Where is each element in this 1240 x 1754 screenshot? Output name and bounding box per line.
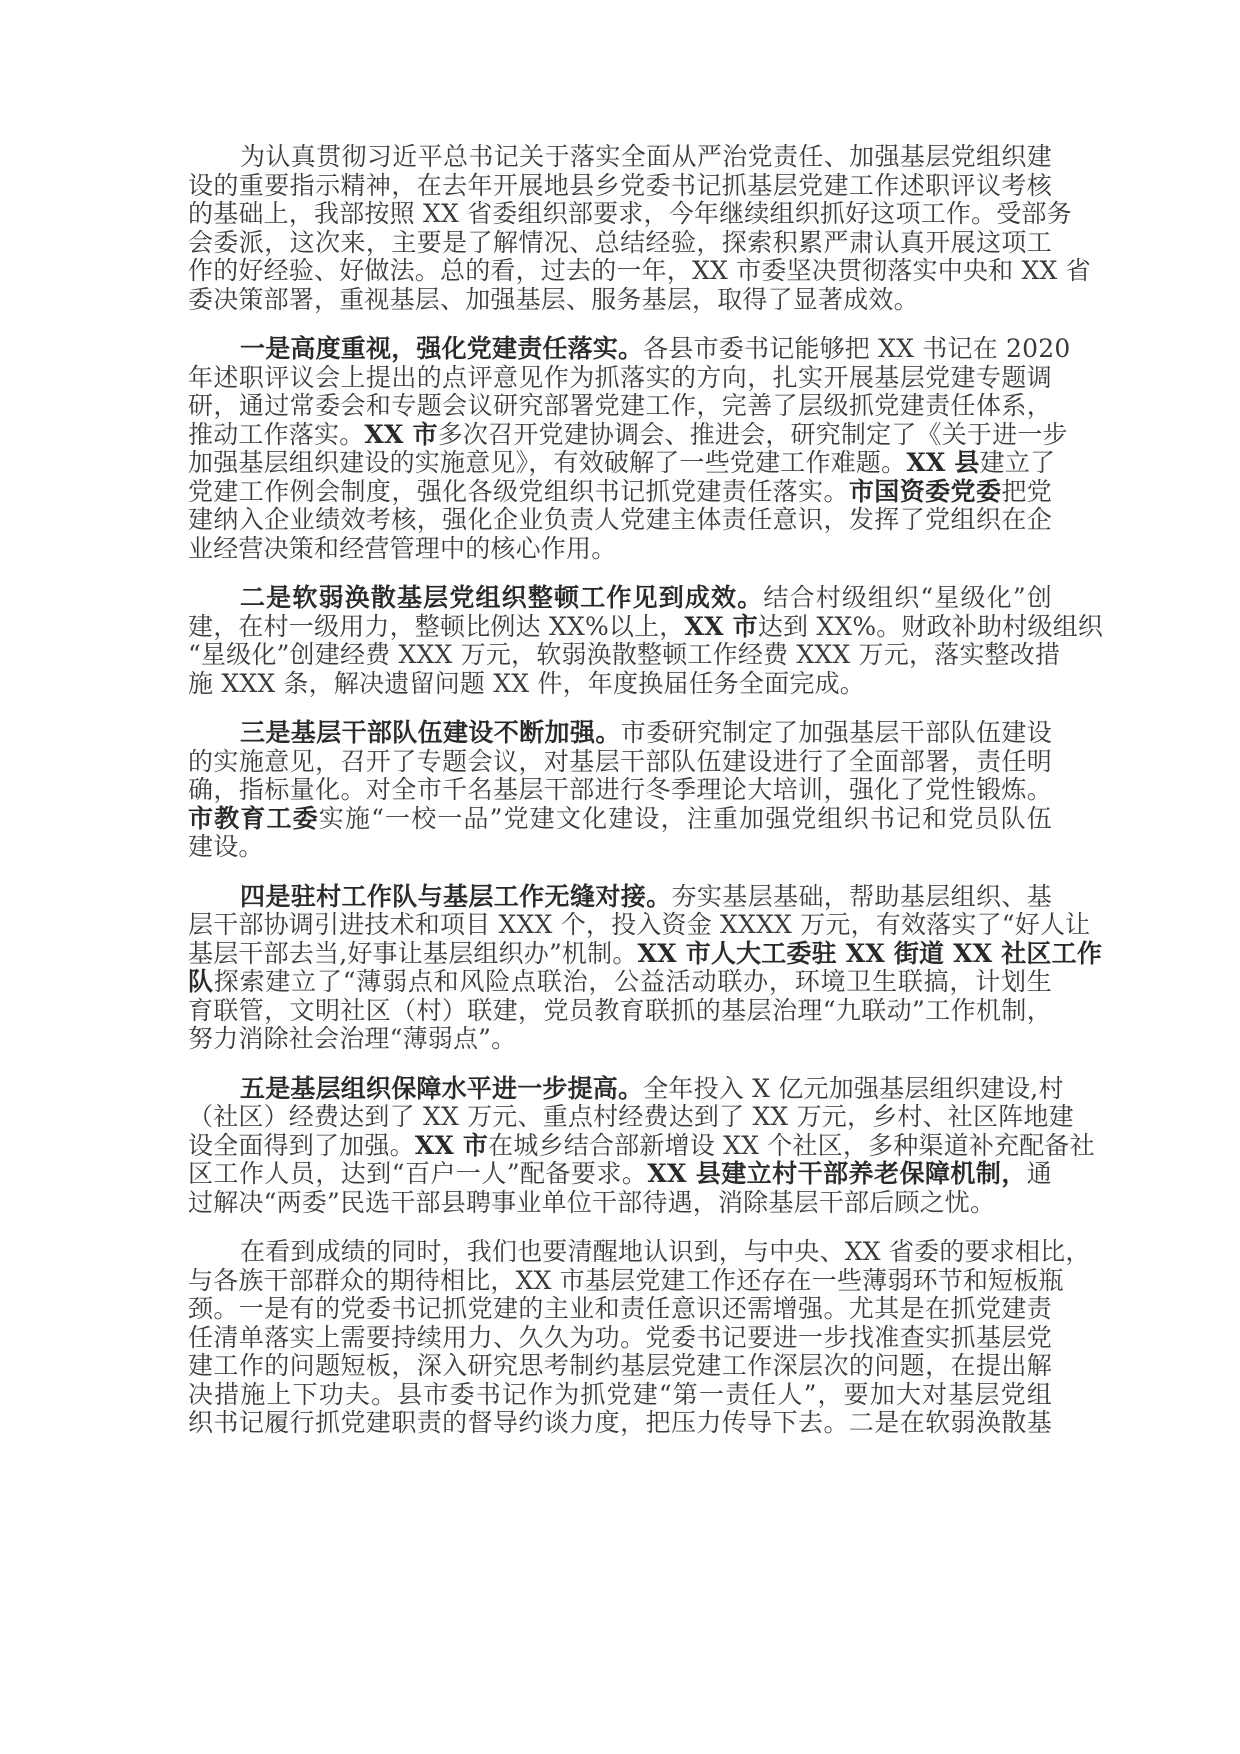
body-text: 设全面得到了加强。 — [188, 1130, 415, 1160]
body-text: 织书记履行抓党建职责的督导约谈力度，把压力传导下去。二是在软弱涣散基 — [188, 1408, 1052, 1437]
bold-text: XX 县建立村干部养老保障机制， — [647, 1159, 1027, 1188]
paragraph-point-4 — [188, 881, 1103, 1054]
body-text: 任清单落实上需要持续用力、久久为功。党委书记要进一步找准查实抓基层党 — [188, 1322, 1052, 1352]
body-text: 设的重要指示精神，在去年开展地县乡党委书记抓基层党建工作述职评议考核 — [188, 170, 1052, 200]
body-text: 育联管，文明社区（村）联建，党员教育联抓的基层治理“九联动”工作机制， — [188, 995, 1052, 1025]
body-text: 把党 — [1001, 476, 1053, 506]
text-line — [188, 143, 1052, 172]
body-text: 确，指标量化。对全市千名基层干部进行冬季理论大培训，强化了党性锻炼。 — [188, 775, 1052, 804]
body-text: 建工作的问题短板，深入研究思考制约基层党建工作深层次的问题，在提出解 — [188, 1351, 1052, 1380]
text-line — [188, 968, 1052, 997]
body-text: 委决策部署，重视基层、加强基层、服务基层，取得了显著成效。 — [188, 284, 919, 314]
bold-text: 市国资委党委 — [848, 476, 1002, 506]
body-text: 通 — [1026, 1159, 1052, 1188]
body-text: 作的好经验、好做法。总的看，过去的一年，XX 市委坚决贯彻落实中央和 XX 省 — [188, 256, 1091, 285]
bold-text: 市教育工委 — [188, 803, 319, 833]
text-line — [188, 670, 1052, 699]
body-text: 研，通过常委会和专题会议研究部署党建工作，完善了层级抓党建责任体系， — [188, 391, 1052, 420]
body-text: 的实施意见，召开了专题会议，对基层干部队伍建设进行了全面部署，责任明 — [188, 746, 1052, 776]
body-text: 市委研究制定了加强基层干部队伍建设 — [620, 718, 1052, 747]
text-line — [188, 719, 1052, 748]
text-line — [188, 229, 1052, 258]
text-line — [188, 1189, 1052, 1218]
bold-text: XX 市 — [684, 611, 758, 641]
text-line — [188, 364, 1052, 393]
text-line — [188, 997, 1052, 1026]
body-text: 多次召开党建协调会、推进会，研究制定了《关于进一步 — [437, 419, 1068, 449]
bold-text: 二是软弱涣散基层党组织整顿工作见到成效。 — [240, 583, 764, 612]
bold-text: XX 市 — [364, 419, 438, 449]
text-line — [188, 1102, 1074, 1132]
body-text: 业经营决策和经营管理中的核心作用。 — [188, 533, 617, 563]
text-line — [188, 172, 1052, 201]
body-text: 实施“一校一品”党建文化建设，注重加强党组织书记和党员队伍 — [318, 803, 1052, 833]
bold-text: 一是高度重视，强化党建责任落实。 — [240, 334, 644, 363]
body-text: 全年投入 X 亿元加强基层组织建设,村 — [643, 1073, 1064, 1103]
body-text: 为认真贯彻习近平总书记关于落实全面从严治党责任、加强基层党组织建 — [240, 142, 1052, 171]
text-line — [188, 938, 1103, 969]
body-text: 探索建立了“薄弱点和风险点联治，公益活动联办，环境卫生联搞，计划生 — [213, 967, 1052, 996]
body-text: 建设。 — [188, 832, 264, 861]
body-text: 施 XXX 条，解决遗留问题 XX 件，年度换届任务全面完成。 — [188, 668, 865, 698]
text-line — [188, 640, 1061, 670]
bold-text: 五是基层组织保障水平进一步提高。 — [240, 1073, 644, 1103]
body-text: 党建工作例会制度，强化各级党组织书记抓党建责任落实。 — [188, 476, 849, 506]
document-body — [188, 142, 1104, 1459]
text-line — [188, 535, 1052, 564]
text-line — [188, 805, 1052, 834]
text-line — [188, 1409, 1052, 1438]
bold-text: 三是基层干部队伍建设不断加强。 — [240, 718, 621, 747]
text-line — [188, 1025, 1052, 1054]
text-line — [188, 776, 1052, 805]
paragraph-point-3 — [188, 719, 1052, 862]
body-text: 区工作人员，达到“百户一人”配备要求。 — [188, 1159, 648, 1188]
body-text: 各县市委书记能够把 XX 书记在 2020 — [643, 334, 1071, 363]
text-line — [188, 883, 1052, 912]
body-text: 夯实基层基础，帮助基层组织、基 — [671, 881, 1052, 911]
body-text: 层干部协调引进技术和项目 XXX 个，投入资金 XXXX 万元，有效落实了“好人让 — [188, 910, 1091, 939]
text-line — [188, 584, 1052, 613]
body-text: 与各族干部群众的期待相比，XX 市基层党建工作还存在一些薄弱环节和短板瓶 — [188, 1265, 1064, 1295]
body-text: 加强基层组织建设的实施意见》，有效破解了一些党建工作难题。 — [188, 448, 907, 477]
body-text: 建，在村一级用力，整顿比例达 XX%以上， — [188, 611, 685, 641]
text-line — [188, 1324, 1052, 1353]
text-line — [188, 392, 1052, 421]
text-line — [188, 256, 1091, 286]
body-text: 年述职评议会上提出的点评意见作为抓落实的方向，扎实开展基层党建专题调 — [188, 362, 1052, 392]
body-text: 会委派，这次来，主要是了解情况、总结经验，探索积累严肃认真开展这项工 — [188, 227, 1052, 257]
body-text: 基层干部去当,好事让基层组织办”机制。 — [188, 938, 638, 968]
body-text: （社区）经费达到了 XX 万元、重点村经费达到了 XX 万元，乡村、社区阵地建 — [188, 1102, 1074, 1131]
body-text: 的基础上，我部按照 XX 省委组织部要求，今年继续组织抓好这项工作。受部务 — [188, 199, 1072, 228]
body-text: “星级化”创建经费 XXX 万元，软弱涣散整顿工作经费 XXX 万元，落实整改措 — [188, 640, 1061, 669]
text-line — [188, 199, 1072, 229]
bold-text: 队 — [188, 967, 214, 996]
text-line — [188, 286, 1052, 315]
body-text: 建纳入企业绩效考核，强化企业负责人党建主体责任意识，发挥了党组织在企 — [188, 505, 1052, 534]
text-line — [188, 448, 1056, 478]
text-line — [188, 1160, 1052, 1189]
text-line — [188, 1295, 1052, 1324]
body-text: 决措施上下功夫。县市委书记作为抓党建“第一责任人”，要加大对基层党组 — [188, 1379, 1052, 1409]
text-line — [188, 833, 1052, 862]
text-line — [188, 334, 1071, 364]
text-line — [188, 478, 1052, 507]
text-line — [188, 748, 1052, 777]
paragraph-point-1 — [188, 334, 1071, 563]
text-line — [188, 1073, 1064, 1104]
text-line — [188, 910, 1091, 940]
text-line — [188, 1352, 1052, 1381]
body-text: 建立了 — [979, 448, 1056, 477]
paragraph-intro — [188, 142, 1091, 314]
body-text: 结合村级组织“星级化”创 — [763, 583, 1052, 612]
body-text: 在看到成绩的同时，我们也要清醒地认识到，与中央、XX 省委的要求相比， — [240, 1237, 1091, 1266]
bold-text: XX 县 — [906, 448, 980, 477]
paragraph-shortcomings — [188, 1237, 1091, 1438]
body-text: 推动工作落实。 — [188, 419, 365, 449]
paragraph-point-2 — [188, 583, 1104, 698]
body-text: 努力消除社会治理“薄弱点”。 — [188, 1024, 517, 1053]
bold-text: XX 市人大工委驻 XX 街道 XX 社区工作 — [637, 938, 1103, 968]
text-line — [188, 419, 1068, 450]
bold-text: XX 市 — [414, 1130, 489, 1160]
text-line — [188, 1381, 1052, 1410]
text-line — [188, 1265, 1064, 1296]
body-text: 颈。一是有的党委书记抓党建的主业和责任意识还需增强。尤其是在抓党建责 — [188, 1294, 1052, 1323]
body-text: 达到 XX%。财政补助村级组织 — [757, 611, 1104, 641]
body-text: 在城乡结合部新增设 XX 个社区，多种渠道补充配备社 — [488, 1130, 1095, 1160]
text-line — [188, 1130, 1095, 1161]
body-text: 过解决“两委”民选干部县聘事业单位干部待遇，消除基层干部后顾之忧。 — [188, 1187, 996, 1217]
paragraph-point-5 — [188, 1073, 1095, 1218]
text-line — [188, 611, 1104, 642]
text-line — [188, 506, 1052, 535]
text-line — [188, 1237, 1091, 1267]
bold-text: 四是驻村工作队与基层工作无缝对接。 — [240, 881, 672, 911]
